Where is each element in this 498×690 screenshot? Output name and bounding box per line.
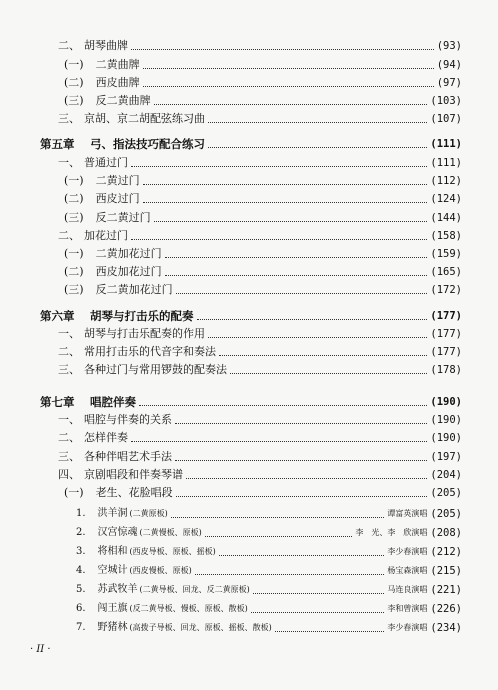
toc-entry-title: 普通过门: [84, 156, 128, 169]
toc-entry[interactable]: [0, 394, 462, 410]
dot-leader: [171, 517, 385, 518]
toc-entry[interactable]: [0, 582, 462, 598]
toc-entry-subtitle: (二黄慢板、原板): [139, 528, 202, 537]
toc-entry-page: (190): [430, 432, 462, 444]
dot-leader: [219, 555, 385, 556]
toc-entry-page: (208): [430, 527, 462, 539]
toc-entry-number: (三): [64, 211, 84, 224]
toc-entry-number: 一、: [58, 327, 80, 340]
toc-entry-title: 加花过门: [84, 229, 128, 242]
toc-entry-title: 弓、指法技巧配合练习: [90, 137, 205, 151]
toc-entry-title: 闯王旗: [97, 603, 128, 614]
toc-entry-number: 第五章: [40, 137, 75, 151]
toc-entry-title: 野猪林: [97, 622, 128, 633]
toc-entry[interactable]: [0, 136, 462, 152]
toc-entry-page: (190): [430, 396, 462, 408]
toc-entry-number: 三、: [58, 112, 80, 125]
toc-entry[interactable]: [0, 38, 462, 54]
dot-leader: [131, 166, 427, 167]
toc-entry-page: (159): [430, 248, 462, 260]
dot-leader: [197, 319, 428, 320]
toc-entry-page: (177): [430, 346, 462, 358]
toc-entry-number: 第七章: [40, 395, 75, 409]
toc-entry-number: (二): [64, 192, 84, 205]
toc-entry-number: (一): [64, 58, 84, 71]
dot-leader: [143, 86, 434, 87]
toc-entry[interactable]: [0, 111, 462, 127]
toc-entry-title: 洪羊洞: [97, 508, 128, 519]
toc-entry[interactable]: [0, 506, 462, 522]
toc-entry-title: 京胡、京二胡配弦练习曲: [84, 112, 205, 125]
toc-entry-number: 4.: [76, 565, 86, 576]
toc-entry-subtitle: (二黄导板、回龙、反二黄原板): [139, 585, 250, 594]
toc-entry[interactable]: [0, 362, 462, 378]
toc-entry-page: (234): [430, 622, 462, 634]
toc-entry-performer: 马连良演唱: [387, 585, 428, 594]
toc-entry[interactable]: [0, 326, 462, 342]
toc-entry-number: (三): [64, 283, 84, 296]
toc-entry[interactable]: [0, 228, 462, 244]
toc-entry-number: 2.: [76, 527, 86, 538]
dot-leader: [208, 337, 427, 338]
dot-leader: [195, 574, 385, 575]
toc-entry-number: (三): [64, 94, 84, 107]
toc-entry-subtitle: (西皮慢板、原板): [129, 566, 192, 575]
toc-entry-page: (107): [430, 113, 462, 125]
toc-entry[interactable]: [0, 155, 462, 171]
toc-entry-number: (一): [64, 247, 84, 260]
toc-entry-title: 各种伴唱艺术手法: [84, 450, 172, 463]
dot-leader: [230, 373, 427, 374]
toc-entry-page: (172): [430, 284, 462, 296]
toc-entry-subtitle: (反二黄导板、慢板、原板、散板): [129, 604, 248, 613]
toc-entry-page: (215): [430, 565, 462, 577]
toc-entry[interactable]: [0, 282, 462, 298]
toc-entry-page: (103): [430, 95, 462, 107]
toc-entry-title: 唱腔伴奏: [90, 395, 136, 409]
dot-leader: [251, 612, 385, 613]
toc-entry[interactable]: [0, 264, 462, 280]
toc-entry-number: 一、: [58, 156, 80, 169]
toc-entry-performer: 杨宝森演唱: [387, 566, 428, 575]
toc-entry-title: 二黄加花过门: [95, 247, 162, 260]
toc-entry-title: 京剧唱段和伴奏琴谱: [84, 468, 183, 481]
toc-entry[interactable]: [0, 57, 462, 73]
toc-entry-title: 苏武牧羊: [97, 584, 138, 595]
toc-entry-number: 6.: [76, 603, 86, 614]
toc-entry-title: 胡琴与打击乐配奏的作用: [84, 327, 205, 340]
dot-leader: [176, 496, 428, 497]
toc-entry-page: (205): [430, 508, 462, 520]
toc-entry[interactable]: [0, 344, 462, 360]
toc-entry-page: (204): [430, 469, 462, 481]
toc-entry[interactable]: [0, 308, 462, 324]
toc-entry-number: 二、: [58, 345, 80, 358]
toc-entry[interactable]: [0, 525, 462, 541]
toc-entry-title: 汉宫惊魂: [97, 527, 138, 538]
toc-entry-page: (190): [430, 414, 462, 426]
toc-entry[interactable]: [0, 620, 462, 636]
dot-leader: [165, 275, 428, 276]
toc-entry-title: 西皮加花过门: [95, 265, 162, 278]
toc-entry-page: (97): [436, 77, 462, 89]
toc-entry[interactable]: [0, 93, 462, 109]
toc-entry-performer: 李少春演唱: [387, 623, 428, 632]
toc-entry[interactable]: [0, 210, 462, 226]
dot-leader: [154, 221, 428, 222]
toc-entry-subtitle: (西皮导板、原板、摇板): [129, 547, 216, 556]
toc-entry[interactable]: [0, 544, 462, 560]
toc-entry-number: (二): [64, 265, 84, 278]
toc-entry-page: (178): [430, 364, 462, 376]
dot-leader: [131, 49, 434, 50]
dot-leader: [208, 147, 427, 148]
toc-entry-number: (二): [64, 76, 84, 89]
dot-leader: [143, 184, 428, 185]
toc-entry-page: (205): [430, 487, 462, 499]
toc-entry-page: (177): [430, 328, 462, 340]
toc-entry-number: (一): [64, 486, 84, 499]
toc-entry-page: (197): [430, 451, 462, 463]
toc-entry-title: 唱腔与伴奏的关系: [84, 413, 172, 426]
toc-entry-page: (221): [430, 584, 462, 596]
toc-entry-number: 三、: [58, 363, 80, 376]
toc-entry[interactable]: [0, 430, 462, 446]
toc-entry-title: 二黄过门: [95, 174, 140, 187]
toc-entry-subtitle: (高拨子导板、回龙、原板、摇板、散板): [129, 623, 272, 632]
toc-entry[interactable]: [0, 173, 462, 189]
toc-entry-title: 将相和: [97, 546, 128, 557]
toc-entry-page: (94): [436, 59, 462, 71]
toc-entry-page: (158): [430, 230, 462, 242]
toc-entry-title: 反二黄加花过门: [95, 283, 173, 296]
toc-entry-title: 胡琴与打击乐的配奏: [90, 309, 194, 323]
toc-entry-number: 3.: [76, 546, 86, 557]
toc-entry-number: 一、: [58, 413, 80, 426]
toc-entry-page: (212): [430, 546, 462, 558]
toc-entry-number: 二、: [58, 431, 80, 444]
page-number-footer: · II ·: [30, 644, 51, 655]
toc-entry[interactable]: [0, 191, 462, 207]
toc-entry-number: 第六章: [40, 309, 75, 323]
dot-leader: [165, 257, 428, 258]
toc-entry-number: (一): [64, 174, 84, 187]
toc-entry-number: 二、: [58, 229, 80, 242]
toc-entry[interactable]: [0, 449, 462, 465]
dot-leader: [143, 202, 428, 203]
toc-entry-number: 四、: [58, 468, 80, 481]
dot-leader: [131, 239, 427, 240]
toc-entry-performer: 谭富英演唱: [387, 509, 428, 518]
toc-entry[interactable]: [0, 75, 462, 91]
toc-entry-title: 反二黄过门: [95, 211, 151, 224]
toc-entry-page: (112): [430, 175, 462, 187]
dot-leader: [131, 441, 427, 442]
toc-entry-page: (177): [430, 310, 462, 322]
toc-entry-page: (111): [430, 157, 462, 169]
toc-entry-title: 各种过门与常用锣鼓的配奏法: [84, 363, 227, 376]
dot-leader: [205, 536, 353, 537]
toc-entry-title: 反二黄曲牌: [95, 94, 151, 107]
toc-entry-title: 二黄曲牌: [95, 58, 140, 71]
dot-leader: [275, 631, 385, 632]
toc-entry-title: 老生、花脸唱段: [95, 486, 173, 499]
toc-entry-number: 二、: [58, 39, 80, 52]
toc-entry-subtitle: (二黄原板): [129, 509, 168, 518]
toc-entry[interactable]: [0, 601, 462, 617]
toc-entry-title: 胡琴曲牌: [84, 39, 128, 52]
dot-leader: [208, 122, 427, 123]
toc-entry[interactable]: [0, 467, 462, 483]
toc-entry-title: 西皮过门: [95, 192, 140, 205]
toc-entry-page: (124): [430, 193, 462, 205]
toc-entry-page: (111): [430, 138, 462, 150]
toc-entry-performer: 李 光、李 欣演唱: [355, 528, 428, 537]
toc-entry-title: 西皮曲牌: [95, 76, 140, 89]
toc-entry-performer: 李和曾演唱: [387, 604, 428, 613]
dot-leader: [175, 423, 427, 424]
toc-entry[interactable]: [0, 412, 462, 428]
toc-entry-performer: 李少春演唱: [387, 547, 428, 556]
toc-entry-number: 1.: [76, 508, 86, 519]
toc-entry-page: (144): [430, 212, 462, 224]
toc-entry-number: 三、: [58, 450, 80, 463]
toc-entry-number: 5.: [76, 584, 86, 595]
dot-leader: [186, 478, 427, 479]
dot-leader: [219, 355, 427, 356]
dot-leader: [154, 104, 428, 105]
toc-entry-page: (93): [436, 40, 462, 52]
toc-entry-number: 7.: [76, 622, 86, 633]
toc-entry[interactable]: [0, 563, 462, 579]
toc-entry[interactable]: [0, 485, 462, 501]
toc-entry[interactable]: [0, 246, 462, 262]
toc-entry-page: (226): [430, 603, 462, 615]
toc-entry-page: (165): [430, 266, 462, 278]
dot-leader: [253, 593, 385, 594]
dot-leader: [175, 460, 427, 461]
toc-entry-title: 空城计: [97, 565, 128, 576]
dot-leader: [143, 68, 434, 69]
dot-leader: [139, 405, 427, 406]
toc-entry-title: 常用打击乐的代音字和奏法: [84, 345, 216, 358]
dot-leader: [176, 293, 428, 294]
toc-entry-title: 怎样伴奏: [84, 431, 128, 444]
